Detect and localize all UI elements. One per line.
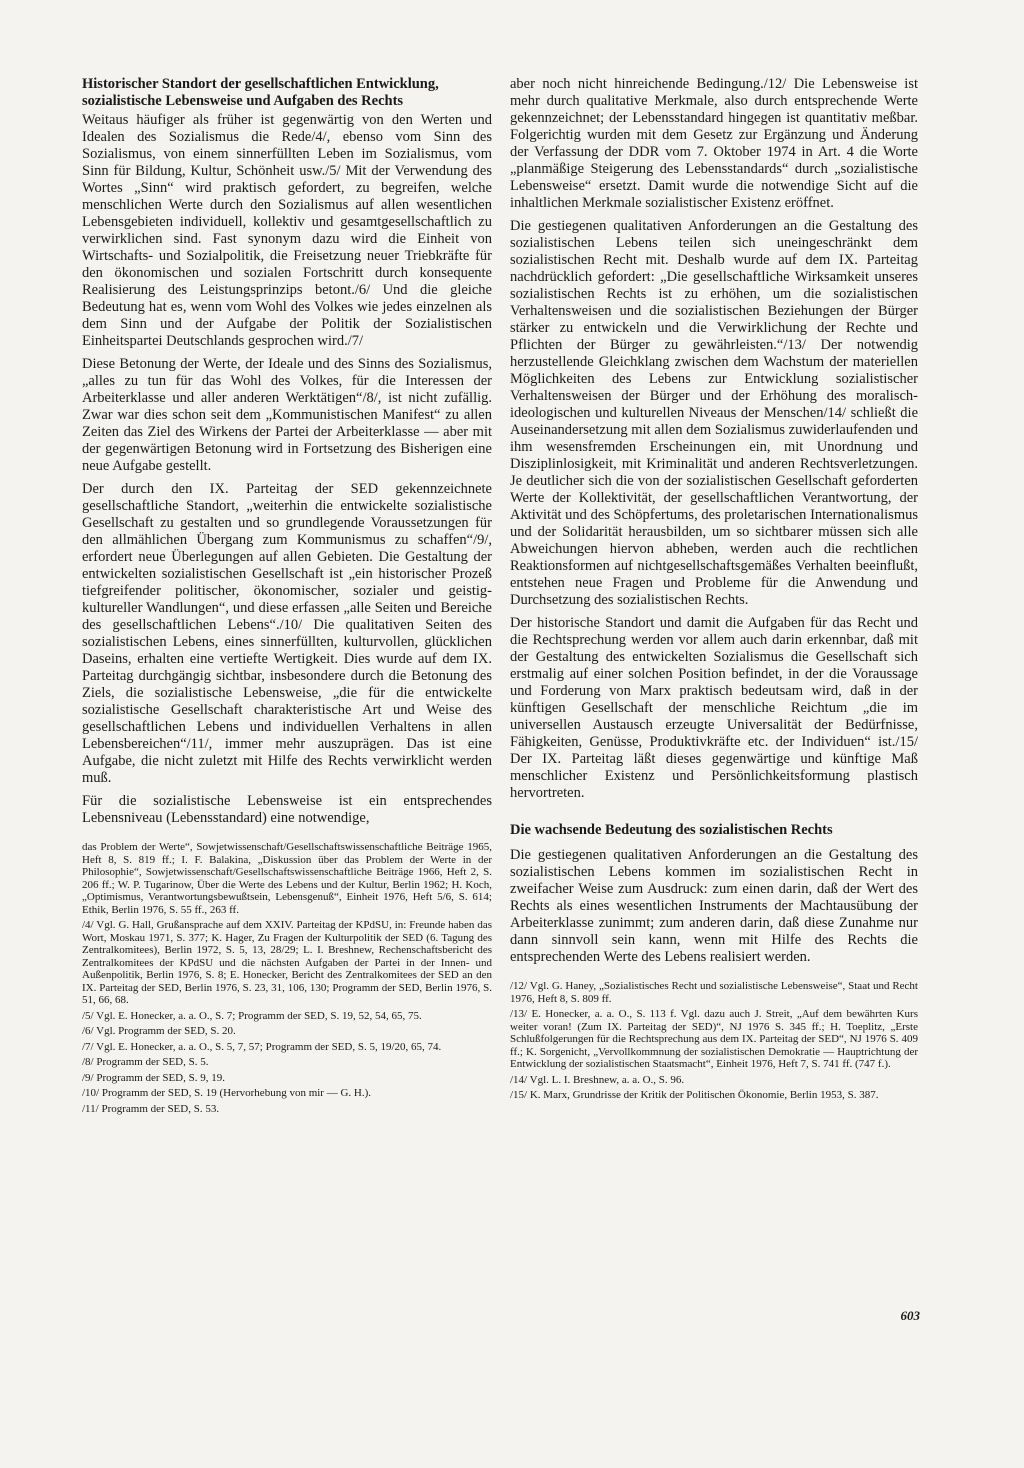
footnotes-right <box>510 980 918 1102</box>
body-paragraph: aber noch nicht hinreichende Bedingung./12/ Die Lebensweise ist mehr durch qualitative Merkmale, also durch entsprechende Werte gekennzeichnet; der Lebensstandard hingegen ist quantitativ meßbar. Folgerichtig wurden mit dem Gesetz zur Ergänzung und Änderung der Verfassung der DDR vom 7. Oktober 1974 in Art. 4 die Worte „planmäßige Steigerung des Lebensstandards“ durch „sozialistische Lebensweise“ ersetzt. Damit wurde die notwendige Sicht auf die inhaltlichen Merkmale sozialistischer Existenz eröffnet. <box>510 76 918 211</box>
footnote: /11/ Programm der SED, S. 53. <box>82 1102 220 1115</box>
footnote: /12/ Vgl. G. Haney, „Sozialistisches Recht und sozialistische Lebensweise“, Staat und Recht 1976, Heft 8, S. 809 ff. <box>510 980 918 1005</box>
footnote: /10/ Programm der SED, S. 19 (Hervorhebung von mir — G. H.). <box>82 1087 372 1099</box>
footnote: /9/ Programm der SED, S. 9, 19. <box>82 1071 225 1084</box>
body-paragraph: Der historische Standort und damit die Aufgaben für das Recht und die Rechtsprechung werden vor allem auch darin erkennbar, daß mit der Gestaltung des entwickelten Sozialismus die Gesellschaft sich erstmalig auf einer solchen Position befindet, in der die Voraussage und Forderung von Marx praktisch bedeutsam wird, daß in der künftigen Gesellschaft der menschliche Reichtum „die im universellen Austausch erzeugte Universalität der Bedürfnisse, Fähigkeiten, Genüsse, Produktivkräfte etc. der Individuen“ ist./15/ Der IX. Parteitag läßt dieses gegenwärtige und künftige Maß menschlicher Existenz und Persönlichkeitsformung plastisch hervortreten. <box>510 615 918 801</box>
body-paragraph: Für die sozialistische Lebensweise ist ein entsprechendes Lebensniveau (Lebensstandard) eine notwendige, <box>82 793 492 826</box>
page-number: 603 <box>900 1308 920 1323</box>
right-column <box>510 76 918 1105</box>
body-paragraph: Diese Betonung der Werte, der Ideale und des Sinns des Sozialismus, „alles zu tun für das Wohl des Volkes, für die Interessen der Arbeiterklasse und aller anderen Werktätigen“/8/, ist nicht zufällig. Zwar war dies schon seit dem „Kommunistischen Manifest“ zu allen Zeiten das Ziel des Wirkens der Partei der Arbeiterklasse — aber mit der gegenwärtigen Betonung wird in Fortsetzung des Bisherigen eine neue Aufgabe gestellt. <box>82 356 492 474</box>
footnote: das Problem der Werte“, Sowjetwissenschaft/Gesellschaftswissenschaftliche Beiträge 1965, Heft 8, S. 819 ff.; I. F. Balakina, „Diskussion über das Problem der Werte in der Philosophie“, Sowjetwissenschaft/Gesellschaftswissenschaftliche Beiträge 1966, Heft 2, S. 206 ff.; W. P. Tugarinow, Über die Werte des Lebens und der Kultur, Berlin 1962; H. Koch, „Optimismus, Verantwortungsbewußtsein, Lebensgenuß“, Einheit 1976, Heft 5/6, S. 614; Ethik, Berlin 1976, S. 55 ff., 263 ff. <box>82 841 492 916</box>
footnote: /13/ E. Honecker, a. a. O., S. 113 f. Vgl. dazu auch J. Streit, „Auf dem bewährten Kurs weiter voran! (Zum IX. Parteitag der SED)“, NJ 1976 S. 345 ff.; H. Toeplitz, „Erste Schlußfolgerungen für die Rechtsprechung aus dem IX. Parteitag der SED“, NJ 1976 S. 409 ff.; K. Sorgenicht, „Vervollkommnung der sozialistischen Demokratie — Hauptrichtung der Entwicklung der sozialistischen Staatsmacht“, Einheit 1976, Heft 7, S. 741 ff. (747 f.). <box>510 1008 918 1070</box>
footnote: /8/ Programm der SED, S. 5. <box>82 1056 209 1068</box>
footnote: /14/ Vgl. L. I. Breshnew, a. a. O., S. 96. <box>510 1073 685 1086</box>
footnote: /6/ Vgl. Programm der SED, S. 20. <box>82 1025 236 1037</box>
footnote: /7/ Vgl. E. Honecker, a. a. O., S. 5, 7, 57; Programm der SED, S. 5, 19/20, 65, 74. <box>82 1040 442 1053</box>
section-heading-1: Historischer Standort der gesellschaftlichen Entwicklung, sozialistische Lebensweise und Aufgaben des Rechts <box>82 76 439 109</box>
body-paragraph: Der durch den IX. Parteitag der SED gekennzeichnete gesellschaftliche Standort, „weiterhin die entwickelte sozialistische Gesellschaft zu gestalten und so grundlegende Voraussetzungen für den allmählichen Übergang zum Kommunismus zu schaffen“/9/, erfordert neue Überlegungen auf allen Gebieten. Die Gestaltung der entwickelten sozialistischen Gesellschaft ist „ein historischer Prozeß tiefgreifender politischer, ökonomischer, sozialer und geistig-kultureller Wandlungen“, und diese erfassen „alle Seiten und Bereiche des gesellschaftlichen Lebens“./10/ Die qualitativen Seiten des sozialistischen Lebens, eines sinnerfüllten, kulturvollen, glücklichen Daseins, erhalten eine vertiefte Wertigkeit. Dies wurde auf dem IX. Parteitag durchgängig sichtbar, insbesondere durch die Betonung des Ziels, die sozialistische Lebensweise, „die für die entwickelte sozialistische Gesellschaft charakteristische Art und Weise des gesellschaftlichen Lebens und individuellen Verhaltens in allen Lebensbereichen“/11/, immer mehr auszuprägen. Das ist eine Aufgabe, die nicht zuletzt mit Hilfe des Rechts verwirklicht werden muß. <box>82 481 492 786</box>
footnote: /4/ Vgl. G. Hall, Grußansprache auf dem XXIV. Parteitag der KPdSU, in: Freunde haben das Wort, Moskau 1971, S. 377; K. Hager, Zu Fragen der Kulturpolitik der SED (6. Tagung des Zentralkomitees), Berlin 1972, S. 5, 13, 28/29; L. I. Breshnew, Rechenschaftsbericht des Zentralkomitees der KPdSU und die nächsten Aufgaben der Partei in der Innen- und Außenpolitik, Berlin 1976, S. 8; E. Honecker, Bericht des Zentralkomitees der SED an den IX. Parteitag der SED, Berlin 1976, S. 23, 31, 106, 130; Programm der SED, Berlin 1976, S. 51, 66, 68. <box>82 919 492 1006</box>
body-paragraph: Die gestiegenen qualitativen Anforderungen an die Gestaltung des sozialistischen Lebens teilen sich uneingeschränkt dem sozialistischen Recht mit. Deshalb wurde auf dem IX. Parteitag nachdrücklich gefordert: „Die gesellschaftliche Wirksamkeit unseres sozialistischen Rechts ist zu erhöhen, um die sozialistischen Verhaltensweisen und die sozialistischen Beziehungen der Bürger stärker zu entwickeln und die Verwirklichung der Rechte und Pflichten der Bürger zu gewährleisten.“/13/ Der notwendig herzustellende Gleichklang zwischen dem Wachstum der materiellen Möglichkeiten des Lebens zur Entwicklung sozialistischer Verhaltensweisen der Bürger und der Erhöhung des moralisch-ideologischen und kulturellen Niveaus der Menschen/14/ schließt die Auseinandersetzung mit allen dem Sozialismus zuwiderlaufenden und ihm wesensfremden Erscheinungen ein, mit Unordnung und Disziplinlosigkeit, mit Kriminalität und anderen Rechtsverletzungen. Je deutlicher sich die von der sozialistischen Gesellschaft geforderten Werte der Kollektivität, der gesellschaftlichen Verantwortung, der Aktivität und des Schöpfertums, des proletarischen Internationalismus und der Solidarität herausbilden, um so sichtbarer müssen sich alle Abweichungen hiervon abheben, werden auch die rechtlichen Reaktionsformen auf nichtgesellschaftsgemäßes Verhalten beeinflußt, entstehen neue Fragen und Probleme für die Anwendung und Durchsetzung des sozialistischen Rechts. <box>510 218 918 608</box>
left-column <box>82 76 492 1118</box>
body-paragraph: Die gestiegenen qualitativen Anforderungen an die Gestaltung des sozialistischen Lebens kommen im sozialistischen Recht in zweifacher Weise zum Ausdruck: zum einen darin, daß der Wert des Rechts als eines wesentlichen Instruments der Machtausübung der Arbeiterklasse zunimmt; zum anderen darin, daß diese Zunahme nur dann sinnvoll sein kann, wenn mit Hilfe des Rechts die entsprechenden Werte des Lebens realisiert werden. <box>510 847 918 965</box>
footnote: /5/ Vgl. E. Honecker, a. a. O., S. 7; Programm der SED, S. 19, 52, 54, 65, 75. <box>82 1009 422 1022</box>
body-paragraph: Weitaus häufiger als früher ist gegenwärtig von den Werten und Idealen des Sozialismus die Rede/4/, ebenso vom Sinn des Sozialismus, von einem sinnerfüllten Leben im Sozialismus, vom Sinn für Bildung, Kultur, Schönheit usw./5/ Mit der Verwendung des Wortes „Sinn“ wird praktisch gefordert, zu begreifen, welche menschlichen Werte durch den Sozialismus auf allen wesentlichen Lebensgebieten individuell, kollektiv und gesamtgesellschaftlich zu verwirklichen sind. Fast synonym dazu wird die Einheit von Wirtschafts- und Sozialpolitik, die Freisetzung neuer Triebkräfte für den ökonomischen und sozialen Fortschritt durch konsequente Realisierung des Leistungsprinzips betont./6/ Und die gleiche Bedeutung hat es, wenn vom Wohl des Volkes wie jedes einzelnen als dem Sinn und der Aufgabe der Politik der Sozialistischen Einheitspartei Deutschlands gesprochen wird./7/ <box>82 112 492 349</box>
section-heading-2: Die wachsende Bedeutung des sozialistischen Rechts <box>510 822 833 838</box>
footnotes-left <box>82 841 492 1115</box>
footnote: /15/ K. Marx, Grundrisse der Kritik der Politischen Ökonomie, Berlin 1953, S. 387. <box>510 1089 879 1101</box>
